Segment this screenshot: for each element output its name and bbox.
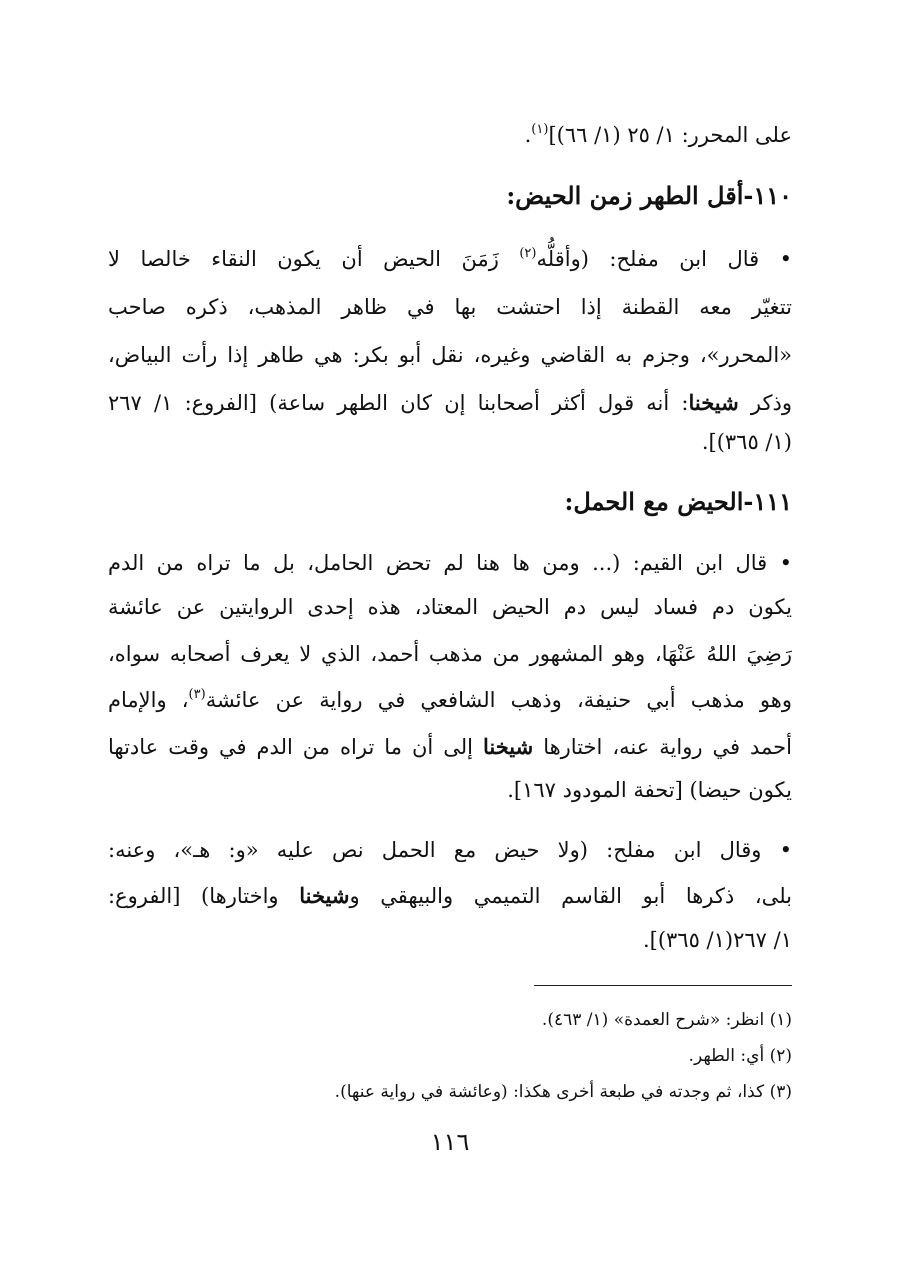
footnote-ref-2: (٢) — [519, 246, 537, 261]
s111-p1-line-5 — [108, 732, 792, 762]
footnote-ref-3: (٣) — [188, 687, 206, 702]
continued-line — [108, 120, 792, 150]
footnote-1: (١) انظر: «شرح العمدة» (١/ ٤٦٣). — [541, 1010, 792, 1030]
s111-text: وهو مذهب أبي حنيفة، وذهب الشافعي في رواية عن عائشة — [205, 688, 792, 712]
s111-p1-line-4 — [108, 685, 792, 715]
continued-text: على المحرر: ١/ ٢٥ (١/ ٦٦)] — [548, 123, 792, 147]
s110-text: • قال ابن مفلح: (وأقلُّه — [536, 247, 792, 271]
s111-p1-line-3: رَضِيَ اللهُ عَنْهَا، وهو المشهور من مذهب أحمد، الذي لا يعرف أصحابه سواه، — [108, 642, 792, 666]
section-110-heading: ١١٠-أقل الطهر زمن الحيض: — [506, 181, 792, 210]
s110-text: وذكر — [738, 391, 792, 415]
s111-p1-line-6: يكون حيضا) [تحفة المودود ١٦٧]. — [507, 778, 792, 802]
footnote-3: (٣) كذا، ثم وجدته في طبعة أخرى هكذا: (وعائشة في رواية عنها). — [334, 1082, 792, 1102]
s111-p2-line-1: • وقال ابن مفلح: (ولا حيض مع الحمل نص عليه «و: هـ»، وعنه: — [108, 838, 792, 862]
s110-line-5: (١/ ٣٦٥)]. — [701, 430, 792, 454]
s110-line-3: «المحرر»، وجزم به القاضي وغيره، نقل أبو بكر: هي طاهر إذا رأت البياض، — [108, 343, 792, 367]
s110-line-2: تتغيّر معه القطنة إذا احتشت بها في ظاهر المذهب، ذكره صاحب — [108, 295, 792, 319]
footnote-ref-1: (١) — [531, 122, 549, 137]
section-111-heading: ١١١-الحيض مع الحمل: — [564, 487, 792, 516]
s111-text: بلى، ذكرها أبو القاسم التميمي والبيهقي و — [349, 884, 792, 908]
s110-line-1 — [108, 244, 792, 274]
emphasis-shaykhuna: شيخنا — [299, 883, 350, 908]
s110-line-4 — [108, 388, 792, 418]
s111-text: إلى أن ما تراه من الدم في وقت عادتها — [108, 735, 483, 759]
continued-end: . — [524, 123, 532, 147]
emphasis-shaykhuna: شيخنا — [482, 734, 534, 759]
s111-text: واختارها) [الفروع: — [108, 884, 300, 908]
s111-p2-line-2 — [108, 881, 792, 911]
page-number: ١١٦ — [430, 1128, 470, 1156]
s111-text: ، والإمام — [108, 688, 189, 712]
emphasis-shaykhuna: شيخنا — [688, 390, 739, 415]
footnote-separator — [534, 985, 792, 986]
s111-p2-line-3: ١/ ٢٦٧(١/ ٣٦٥)]. — [642, 928, 792, 952]
s110-text: : أنه قول أكثر أصحابنا إن كان الطهر ساعة) [الفروع: ١/ ٢٦٧ — [108, 391, 689, 415]
s110-text: زَمَنَ الحيض أن يكون النقاء خالصا لا — [108, 247, 520, 271]
s111-p1-line-2: يكون دم فساد ليس دم الحيض المعتاد، هذه إحدى الروايتين عن عائشة — [108, 595, 792, 619]
s111-text: أحمد في رواية عنه، اختارها — [533, 735, 792, 759]
s111-p1-line-1: • قال ابن القيم: (... ومن ها هنا لم تحض الحامل، بل ما تراه من الدم — [108, 551, 792, 575]
footnote-2: (٢) أي: الطهر. — [688, 1046, 792, 1066]
